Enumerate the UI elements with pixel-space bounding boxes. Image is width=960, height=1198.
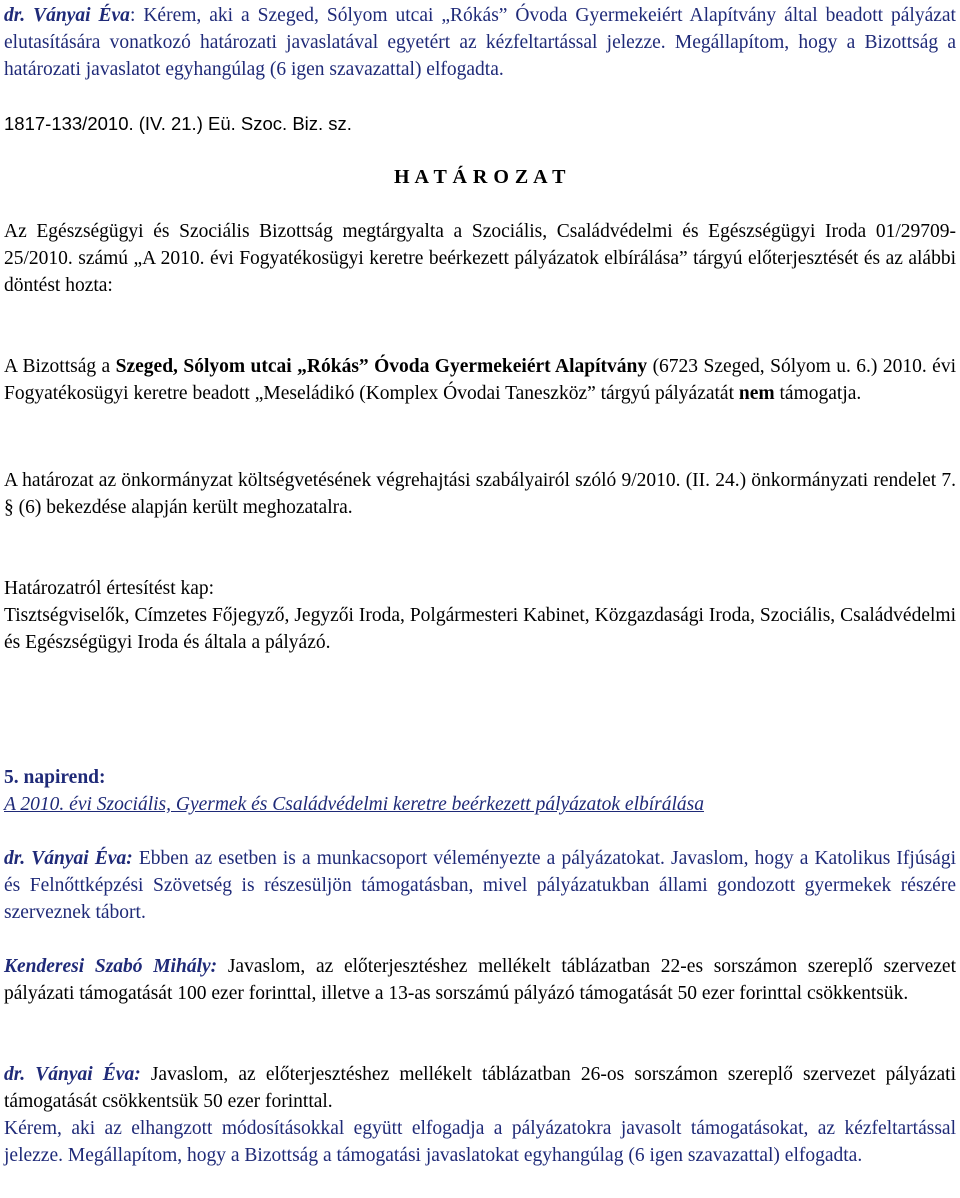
decision-negation: nem bbox=[738, 383, 775, 404]
organization-name: Szeged, Sólyom utcai „Rókás” Óvoda Gyermekeiért Alapítvány bbox=[115, 356, 648, 377]
paragraph-text: Javaslom, az előterjesztéshez mellékelt táblázatban 22-es sorszámon szereplő szervezet pályázati támogatását 100 ezer forinttal, illetve a 13-as sorszámú pályázó támogatását 50 ezer forinttal csökkentsük. bbox=[4, 956, 956, 1004]
speaker-colon: : bbox=[129, 5, 136, 26]
resolution-intro: Az Egészségügyi és Szociális Bizottság megtárgyalta a Szociális, Családvédelmi és Egészségügyi Iroda 01/29709-25/2010. számú „A 2010. évi Fogyatékosügyi keretre beérkezett pályázatok elbírálása” tárgyú előterjesztését és az alábbi döntést hozta: bbox=[4, 221, 956, 296]
vote-result-paragraph: Kérem, aki az elhangzott módosításokkal együtt elfogadja a pályázatokra javasolt támogatásokat, az kézfeltartással jelezze. Megállapítom, hogy a Bizottság a támogatási javaslatokat egyhangúlag (6 igen szavazattal) elfogadta. bbox=[4, 1118, 956, 1166]
resolution-reference: 1817-133/2010. (IV. 21.) Eü. Szoc. Biz. sz. bbox=[4, 113, 352, 134]
speaker-name: dr. Ványai Éva: bbox=[4, 848, 133, 869]
chair-amendment-paragraph bbox=[4, 1061, 956, 1115]
chair-proposal-paragraph bbox=[4, 845, 956, 926]
agenda-item-title: 5. napirend: bbox=[4, 767, 106, 788]
member-proposal-paragraph bbox=[4, 953, 956, 1007]
paragraph-text: Javaslom, az előterjesztéshez mellékelt táblázatban 26-os sorszámon szereplő szervezet pályázati támogatását csökkentsük 50 ezer forinttal. bbox=[4, 1064, 956, 1112]
paragraph-text: Kérem, aki a Szeged, Sólyom utcai „Rókás” Óvoda Gyermekeiért Alapítvány által beadott pályázat elutasítására vonatkozó határozati javaslatával egyetért az kézfeltartással jelezze. Megállapítom, hogy a Bizottság a határozati javaslatot egyhangúlag (6 igen szavazattal) elfogadta. bbox=[4, 5, 956, 80]
speaker-name: dr. Ványai Éva bbox=[4, 5, 130, 26]
paragraph-text: Ebben az esetben is a munkacsoport véleményezte a pályázatokat. Javaslom, hogy a Katolikus Ifjúsági és Felnőttképzési Szövetség is részesüljön támogatásban, mivel pályázatukban állami gondozott gyermekek részére szerveznek tábort. bbox=[4, 848, 957, 923]
speaker-name: Kenderesi Szabó Mihály: bbox=[4, 956, 218, 977]
resolution-heading: H A T Á R O Z A T bbox=[394, 166, 566, 188]
speaker-name: dr. Ványai Éva: bbox=[4, 1064, 141, 1085]
chair-closing-paragraph bbox=[4, 2, 956, 83]
legal-basis: A határozat az önkormányzat költségvetésének végrehajtási szabályairól szóló 9/2010. (II. 24.) önkormányzati rendelet 7. § (6) bekezdése alapján került meghozatalra. bbox=[4, 470, 956, 518]
resolution-decision: A Bizottság a Szeged, Sólyom utcai „Rókás” Óvoda Gyermekeiért Alapítvány (6723 Szeged, Sólyom u. 6.) 2010. évi Fogyatékosügyi keretre beadott „Meseládikó (Komplex Óvodai Taneszköz” tárgyú pályázatát nem támogatja. bbox=[4, 356, 956, 404]
notification-recipients: Tisztségviselők, Címzetes Főjegyző, Jegyzői Iroda, Polgármesteri Kabinet, Közgazdasági Iroda, Szociális, Családvédelmi és Egészségügyi Iroda és általa a pályázó. bbox=[4, 605, 956, 653]
notification-title: Határozatról értesítést kap: bbox=[4, 578, 215, 599]
agenda-item-subject: A 2010. évi Szociális, Gyermek és Családvédelmi keretre beérkezett pályázatok elbírálása bbox=[4, 794, 705, 815]
